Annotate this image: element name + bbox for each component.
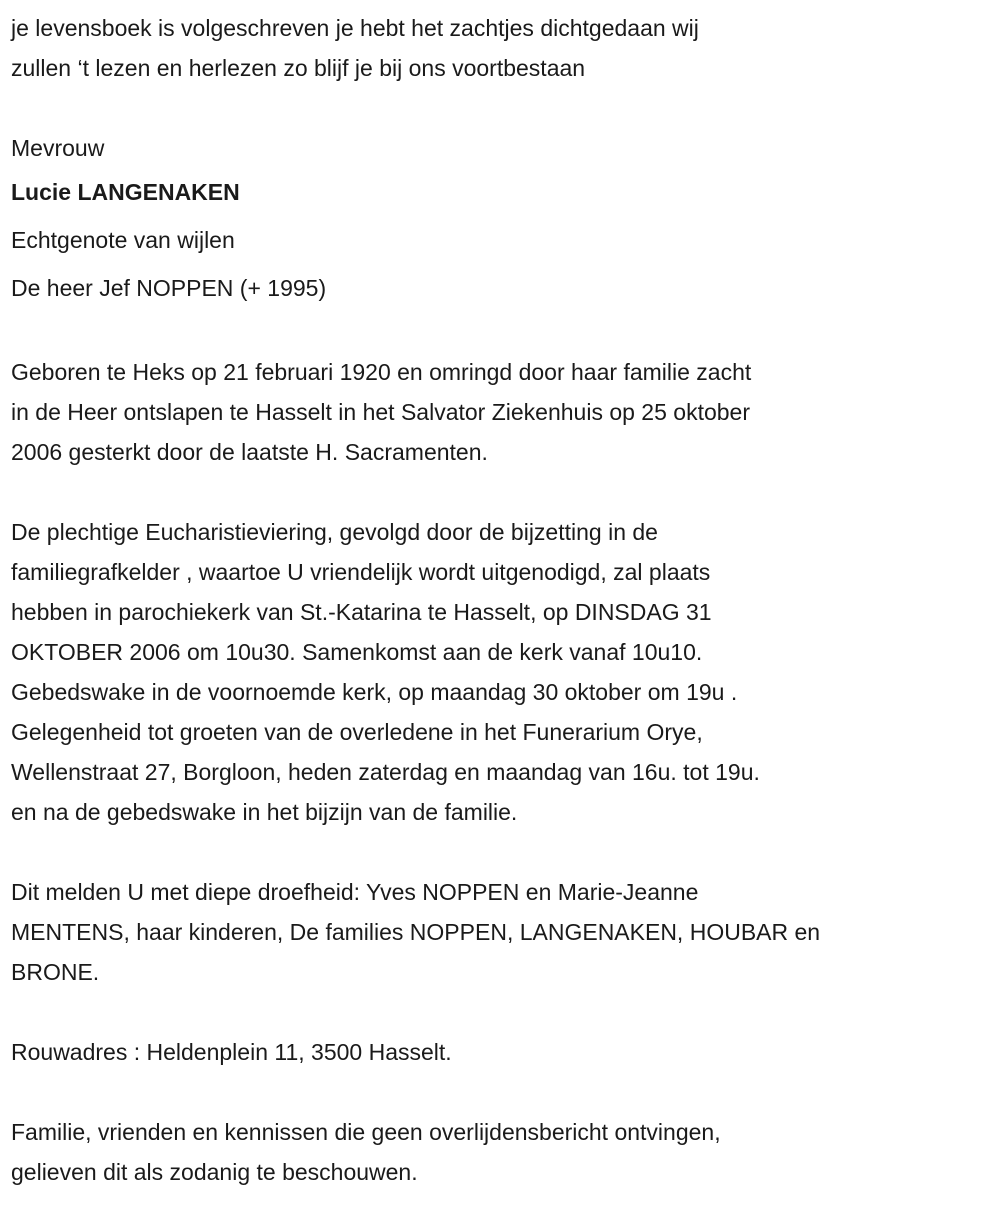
deceased-header	[11, 128, 1000, 312]
deceased-name: Lucie LANGENAKEN	[11, 179, 240, 205]
text-line: Dit melden U met diepe droefheid: Yves NOPPEN en Marie-Jeanne	[11, 879, 699, 905]
text-line: gelieven dit als zodanig te beschouwen.	[11, 1159, 418, 1185]
text-line: hebben in parochiekerk van St.-Katarina te Hasselt, op DINSDAG 31	[11, 599, 712, 625]
text-line: en na de gebedswake in het bijzijn van de familie.	[11, 799, 518, 825]
text-line: MENTENS, haar kinderen, De families NOPPEN, LANGENAKEN, HOUBAR en	[11, 919, 821, 945]
family-paragraph	[11, 872, 1000, 992]
birth-paragraph	[11, 352, 1000, 472]
text-line: Gebedswake in de voornoemde kerk, op maandag 30 oktober om 19u .	[11, 679, 738, 705]
text-line: familiegrafkelder , waartoe U vriendelijk wordt uitgenodigd, zal plaats	[11, 559, 711, 585]
text-line: in de Heer ontslapen te Hasselt in het Salvator Ziekenhuis op 25 oktober	[11, 399, 750, 425]
text-line: Geboren te Heks op 21 februari 1920 en omringd door haar familie zacht	[11, 359, 752, 385]
notice-paragraph	[11, 1112, 1000, 1192]
text-line: Familie, vrienden en kennissen die geen overlijdensbericht ontvingen,	[11, 1119, 721, 1145]
spouse: De heer Jef NOPPEN (+ 1995)	[11, 275, 327, 301]
text-line: BRONE.	[11, 959, 100, 985]
text-line: Gelegenheid tot groeten van de overledene in het Funerarium Orye,	[11, 719, 703, 745]
text-line: Wellenstraat 27, Borgloon, heden zaterdag en maandag van 16u. tot 19u.	[11, 759, 760, 785]
poem	[11, 8, 1000, 88]
text-line: De plechtige Eucharistieviering, gevolgd door de bijzetting in de	[11, 519, 658, 545]
poem-line: zullen ‘t lezen en herlezen zo blijf je bij ons voortbestaan	[11, 55, 586, 81]
ceremony-paragraph	[11, 512, 1000, 832]
text-line: OKTOBER 2006 om 10u30. Samenkomst aan de kerk vanaf 10u10.	[11, 639, 703, 665]
relation: Echtgenote van wijlen	[11, 227, 235, 253]
text-line: 2006 gesterkt door de laatste H. Sacramenten.	[11, 439, 488, 465]
salutation: Mevrouw	[11, 135, 105, 161]
mourning-address: Rouwadres : Heldenplein 11, 3500 Hasselt.	[11, 1039, 452, 1065]
poem-line: je levensboek is volgeschreven je hebt het zachtjes dichtgedaan wij	[11, 15, 699, 41]
